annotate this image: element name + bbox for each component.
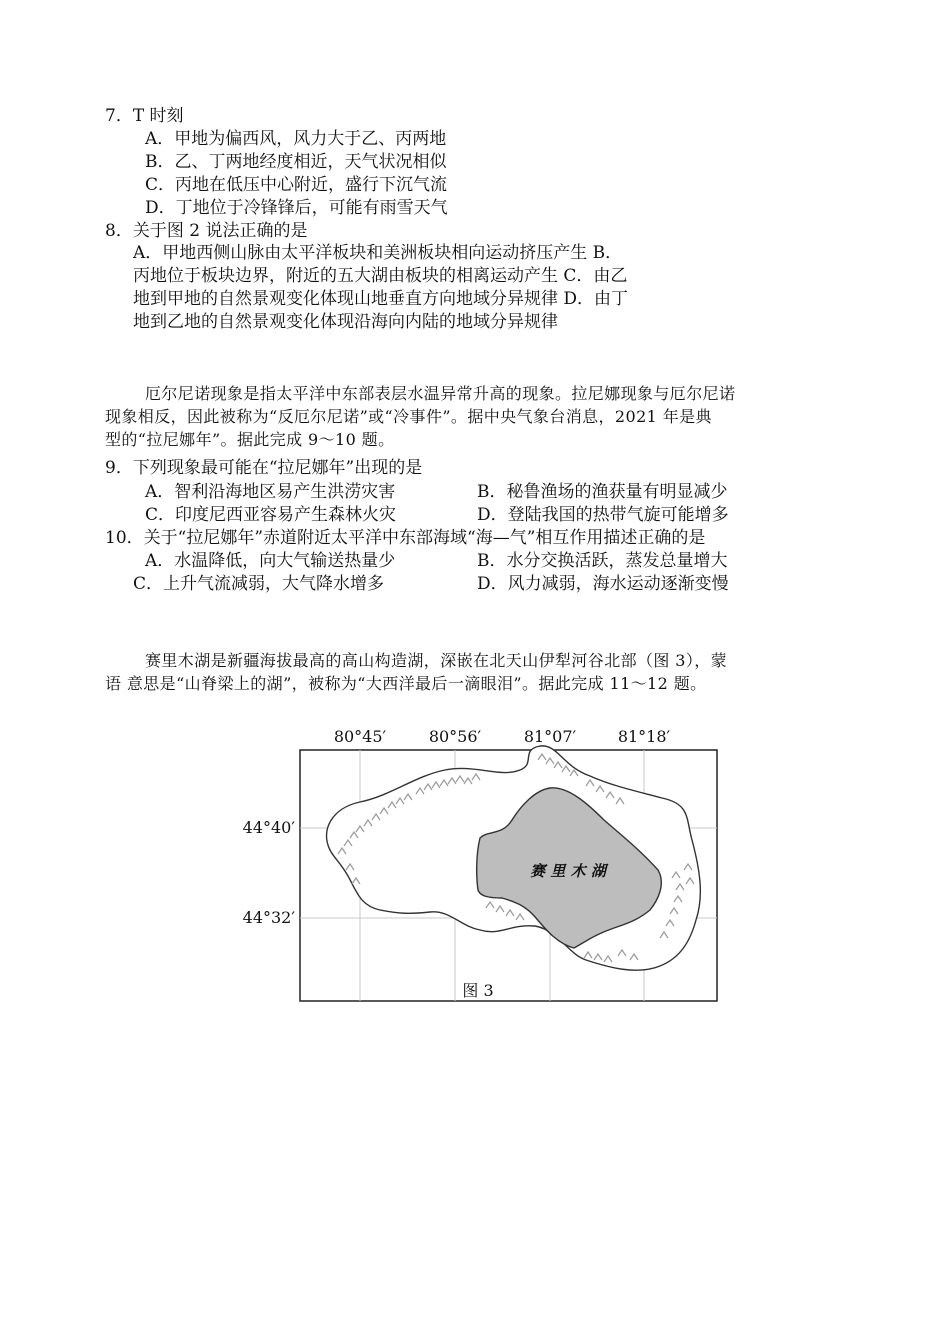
lon-label: 81°07′ [523, 727, 577, 746]
lon-label: 80°56′ [428, 727, 482, 746]
q8-line-4: 地到乙地的自然景观变化体现沿海向内陆的地域分异规律 [133, 312, 558, 332]
q9-option-a: A．智利沿海地区易产生洪涝灾害 [145, 482, 396, 502]
lat-label: 44°32′ [242, 908, 295, 927]
q10-option-b: B．水分交换活跃，蒸发总量增大 [477, 551, 728, 571]
passage1-line-2: 现象相反，因此被称为“反厄尔尼诺”或“冷事件”。据中央气象台消息，2021 年是典 [105, 407, 712, 426]
q7-option-a: A．甲地为偏西风，风力大于乙、丙两地 [145, 129, 447, 149]
q8-stem: 8．关于图 2 说法正确的是 [105, 221, 308, 241]
passage2-line-2: 语 意思是“山脊梁上的湖”，被称为“大西洋最后一滴眼泪”。据此完成 11～12 题。 [105, 674, 707, 693]
q10-stem: 10．关于“拉尼娜年”赤道附近太平洋中东部海域“海—气”相互作用描述正确的是 [105, 528, 706, 548]
q9-option-c: C．印度尼西亚容易产生森林火灾 [145, 505, 397, 525]
q7-stem: 7．T 时刻 [105, 106, 184, 126]
lake-label: 赛 里 木 湖 [530, 862, 606, 880]
q10-option-a: A．水温降低，向大气输送热量少 [145, 551, 396, 571]
q9-stem: 9．下列现象最可能在“拉尼娜年”出现的是 [105, 458, 423, 478]
lon-label: 80°45′ [333, 727, 387, 746]
q8-line-1: A．甲地西侧山脉由太平洋板块和美洲板块相向运动挤压产生 B． [133, 243, 623, 263]
q8-line-2: 丙地位于板块边界，附近的五大湖由板块的相离运动产生 C．由乙 [133, 266, 628, 286]
lat-label: 44°40′ [242, 818, 295, 837]
sayram-lake-map [240, 720, 730, 1010]
passage2-line-1: 赛里木湖是新疆海拔最高的高山构造湖，深嵌在北天山伊犁河谷北部（图 3），蒙 [145, 651, 728, 670]
q7-option-b: B．乙、丁两地经度相近，天气状况相似 [145, 152, 447, 172]
q9-option-b: B．秘鲁渔场的渔获量有明显减少 [477, 482, 728, 502]
lon-label: 81°18′ [617, 727, 671, 746]
q7-option-c: C．丙地在低压中心附近，盛行下沉气流 [145, 175, 448, 195]
q10-option-d: D．风力减弱，海水运动逐渐变慢 [477, 574, 729, 594]
passage1-line-3: 型的“拉尼娜年”。据此完成 9～10 题。 [105, 430, 395, 449]
figure-caption: 图 3 [462, 981, 494, 1000]
passage1-line-1: 厄尔尼诺现象是指太平洋中东部表层水温异常升高的现象。拉尼娜现象与厄尔尼诺 [145, 384, 736, 403]
q9-option-d: D．登陆我国的热带气旋可能增多 [477, 505, 729, 525]
q10-option-c: C．上升气流减弱，大气降水增多 [133, 574, 385, 594]
q8-line-3: 地到甲地的自然景观变化体现山地垂直方向地域分异规律 D．由丁 [133, 289, 629, 309]
q7-option-d: D．丁地位于冷锋锋后，可能有雨雪天气 [145, 198, 448, 218]
